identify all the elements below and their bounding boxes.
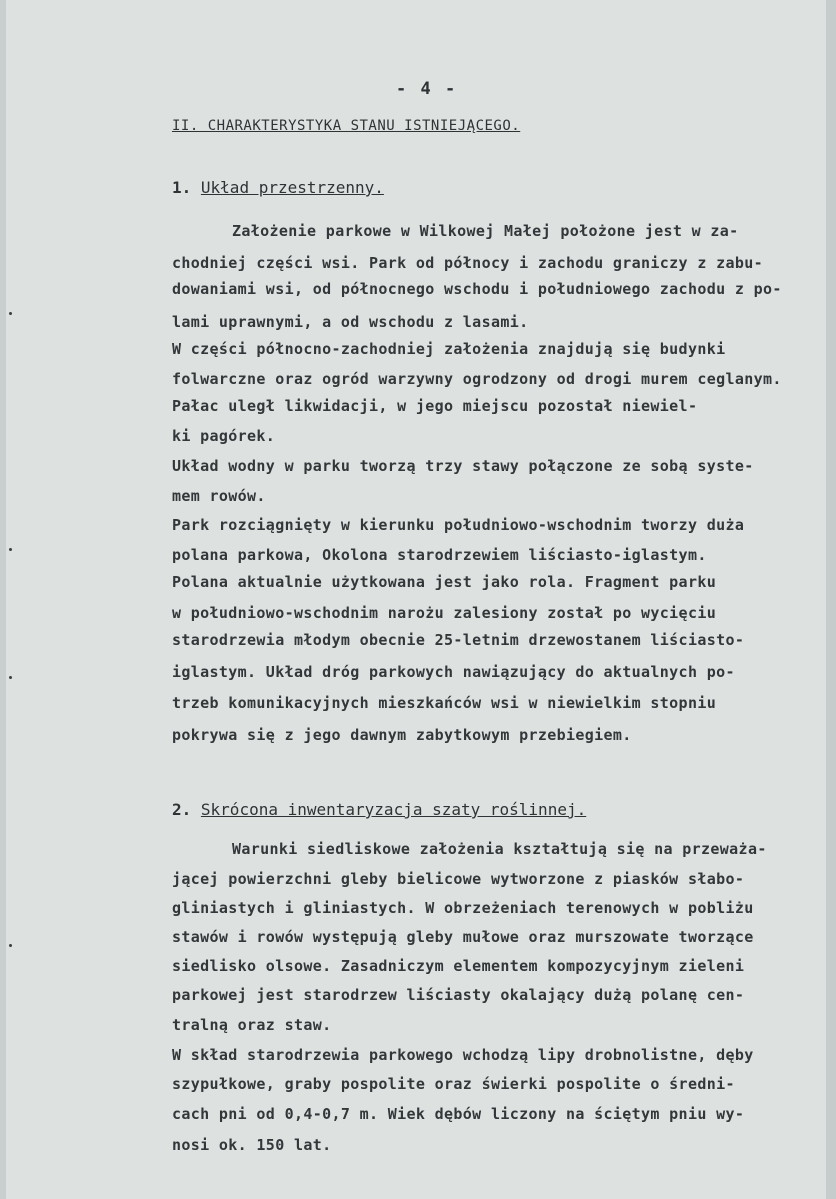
section-1-line: Układ wodny w parku tworzą trzy stawy połączone ze sobą syste-	[172, 457, 754, 475]
section-2-number: 2.	[172, 800, 192, 819]
margin-punch-mark	[9, 312, 12, 315]
section-2-line: szypułkowe, graby pospolite oraz świerki pospolite o średni-	[172, 1075, 735, 1093]
section-2-line: nosi ok. 150 lat.	[172, 1136, 332, 1154]
section-2-heading	[172, 800, 586, 819]
section-1-line: dowaniami wsi, od północnego wschodu i południowego zachodu z po-	[172, 280, 782, 298]
section-2-line: gliniastych i gliniastych. W obrzeżeniach terenowych w pobliżu	[172, 899, 754, 917]
section-2-line: Warunki siedliskowe założenia kształtują się na przeważa-	[232, 840, 767, 858]
margin-punch-mark	[9, 548, 12, 551]
section-1-number: 1.	[172, 178, 192, 197]
section-1-title: Układ przestrzenny.	[200, 178, 384, 197]
margin-punch-mark	[9, 944, 12, 947]
page-number: - 4 -	[396, 79, 458, 99]
section-1-line: pokrywa się z jego dawnym zabytkowym przebiegiem.	[172, 726, 632, 744]
section-1-line: mem rowów.	[172, 487, 266, 505]
section-2-line: tralną oraz staw.	[172, 1016, 332, 1034]
section-1-line: W części północno-zachodniej założenia znajdują się budynki	[172, 340, 726, 358]
section-1-line: Polana aktualnie użytkowana jest jako rola. Fragment parku	[172, 573, 717, 591]
section-2-line: cach pni od 0,4-0,7 m. Wiek dębów liczony na ściętym pniu wy-	[172, 1105, 745, 1123]
section-1-line: Założenie parkowe w Wilkowej Małej położone jest w za-	[232, 222, 739, 240]
section-1-line: ki pagórek.	[172, 427, 276, 445]
section-1-line: iglastym. Układ dróg parkowych nawiązujący do aktualnych po-	[172, 663, 735, 681]
section-2-line: stawów i rowów występują gleby mułowe oraz murszowate tworzące	[172, 928, 754, 946]
section-2-title: Skrócona inwentaryzacja szaty roślinnej.	[200, 800, 587, 819]
margin-punch-mark	[9, 676, 12, 679]
section-2-line: W skład starodrzewia parkowego wchodzą lipy drobnolistne, dęby	[172, 1046, 754, 1064]
section-1-line: starodrzewia młodym obecnie 25-letnim drzewostanem liściasto-	[172, 631, 745, 649]
section-1-line: chodniej części wsi. Park od północy i zachodu graniczy z zabu-	[172, 254, 763, 272]
section-1-line: Pałac uległ likwidacji, w jego miejscu pozostał niewiel-	[172, 397, 698, 415]
section-1-line: polana parkowa, Okolona starodrzewiem liściasto-iglastym.	[172, 546, 707, 564]
section-1-heading	[172, 178, 384, 197]
section-1-line: w południowo-wschodnim narożu zalesiony został po wycięciu	[172, 604, 717, 622]
section-2-line: siedlisko olsowe. Zasadniczym elementem kompozycyjnym zieleni	[172, 957, 745, 975]
section-1-line: Park rozciągnięty w kierunku południowo-wschodnim tworzy duża	[172, 516, 745, 534]
section-1-line: trzeb komunikacyjnych mieszkańców wsi w niewielkim stopniu	[172, 694, 717, 712]
section-1-line: folwarczne oraz ogród warzywny ogrodzony od drogi murem ceglanym.	[172, 370, 782, 388]
section-2-line: parkowej jest starodrzew liściasty okalający dużą polanę cen-	[172, 986, 745, 1004]
section-2-line: jącej powierzchni gleby bielicowe wytworzone z piasków słabo-	[172, 870, 745, 888]
chapter-heading: II. CHARAKTERYSTYKA STANU ISTNIEJĄCEGO.	[172, 118, 521, 134]
section-1-line: lami uprawnymi, a od wschodu z lasami.	[172, 313, 529, 331]
